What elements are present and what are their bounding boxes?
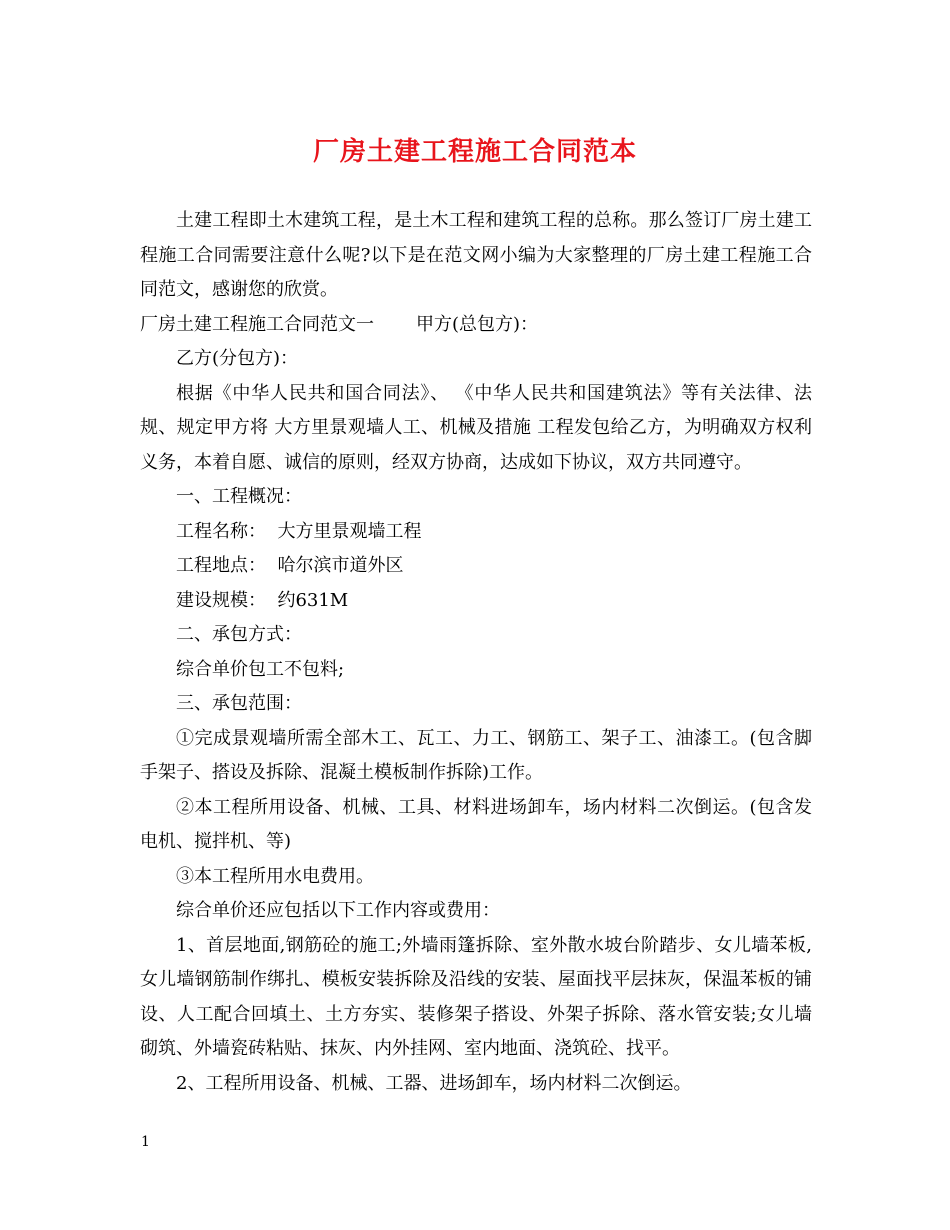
sample-heading-line <box>140 308 812 343</box>
party-a-label: 甲方(总包方)： <box>416 313 539 335</box>
work-item-2: 2、工程所用设备、机械、工器、进场卸车，场内材料二次倒运。 <box>176 1072 692 1094</box>
work-item-1: 1、首层地面,钢筋砼的施工;外墙雨篷拆除、室外散水坡台阶踏步、女儿墙苯板,女儿墙钢筋制作绑扎、模板安装拆除及沿线的安装、屋面找平层抹灰，保温苯板的铺设、人工配合回填土、土方夯实、装修架子搭设、外架子拆除、落水管安装;女儿墙砌筑、外墙瓷砖粘贴、抹灰、内外挂网、室内地面、浇筑砼、找平。 <box>140 934 812 1059</box>
party-b-label: 乙方(分包方)： <box>176 348 299 369</box>
project-location-line: 工程地点： 哈尔滨市道外区 <box>176 555 404 576</box>
scope-item-1: ①完成景观墙所需全部木工、瓦工、力工、钢筋工、架子工、油漆工。(包含脚手架子、搭设及拆除、混凝土模板制作拆除)工作。 <box>140 727 812 783</box>
project-scale-line: 建设规模： 约631M <box>176 589 349 611</box>
section-heading-contract-mode: 二、承包方式： <box>176 624 302 645</box>
contract-mode-line: 综合单价包工不包料; <box>176 658 345 680</box>
sample-heading: 厂房土建工程施工合同范文一 <box>140 313 374 335</box>
page-number: 1 <box>141 1134 150 1150</box>
intro-paragraph: 土建工程即土木建筑工程，是土木工程和建筑工程的总称。那么签订厂房土建工程施工合同需要注意什么呢?以下是在范文网小编为大家整理的厂房土建工程施工合同范文，感谢您的欣赏。 <box>140 210 812 300</box>
section-heading-overview: 一、工程概况： <box>176 486 302 507</box>
scope-item-2: ②本工程所用设备、机械、工具、材料进场卸车，场内材料二次倒运。(包含发电机、搅拌机、等) <box>140 796 812 852</box>
scope-item-3: ③本工程所用水电费用。 <box>176 865 374 887</box>
project-name-line: 工程名称： 大方里景观墙工程 <box>176 520 422 542</box>
document-title: 厂房土建工程施工合同范本 <box>312 137 637 167</box>
document-body <box>140 204 812 1101</box>
basis-paragraph: 根据《中华人民共和国合同法》、 《中华人民共和国建筑法》等有关法律、法规、规定甲方将 大方里景观墙人工、机械及措施 工程发包给乙方，为明确双方权利义务，本着自愿、诚信的原则，经双方协商，达成如下协议，双方共同遵守。 <box>140 382 812 473</box>
unit-price-note: 综合单价还应包括以下工作内容或费用： <box>176 900 500 921</box>
section-heading-scope: 三、承包范围： <box>176 693 302 714</box>
